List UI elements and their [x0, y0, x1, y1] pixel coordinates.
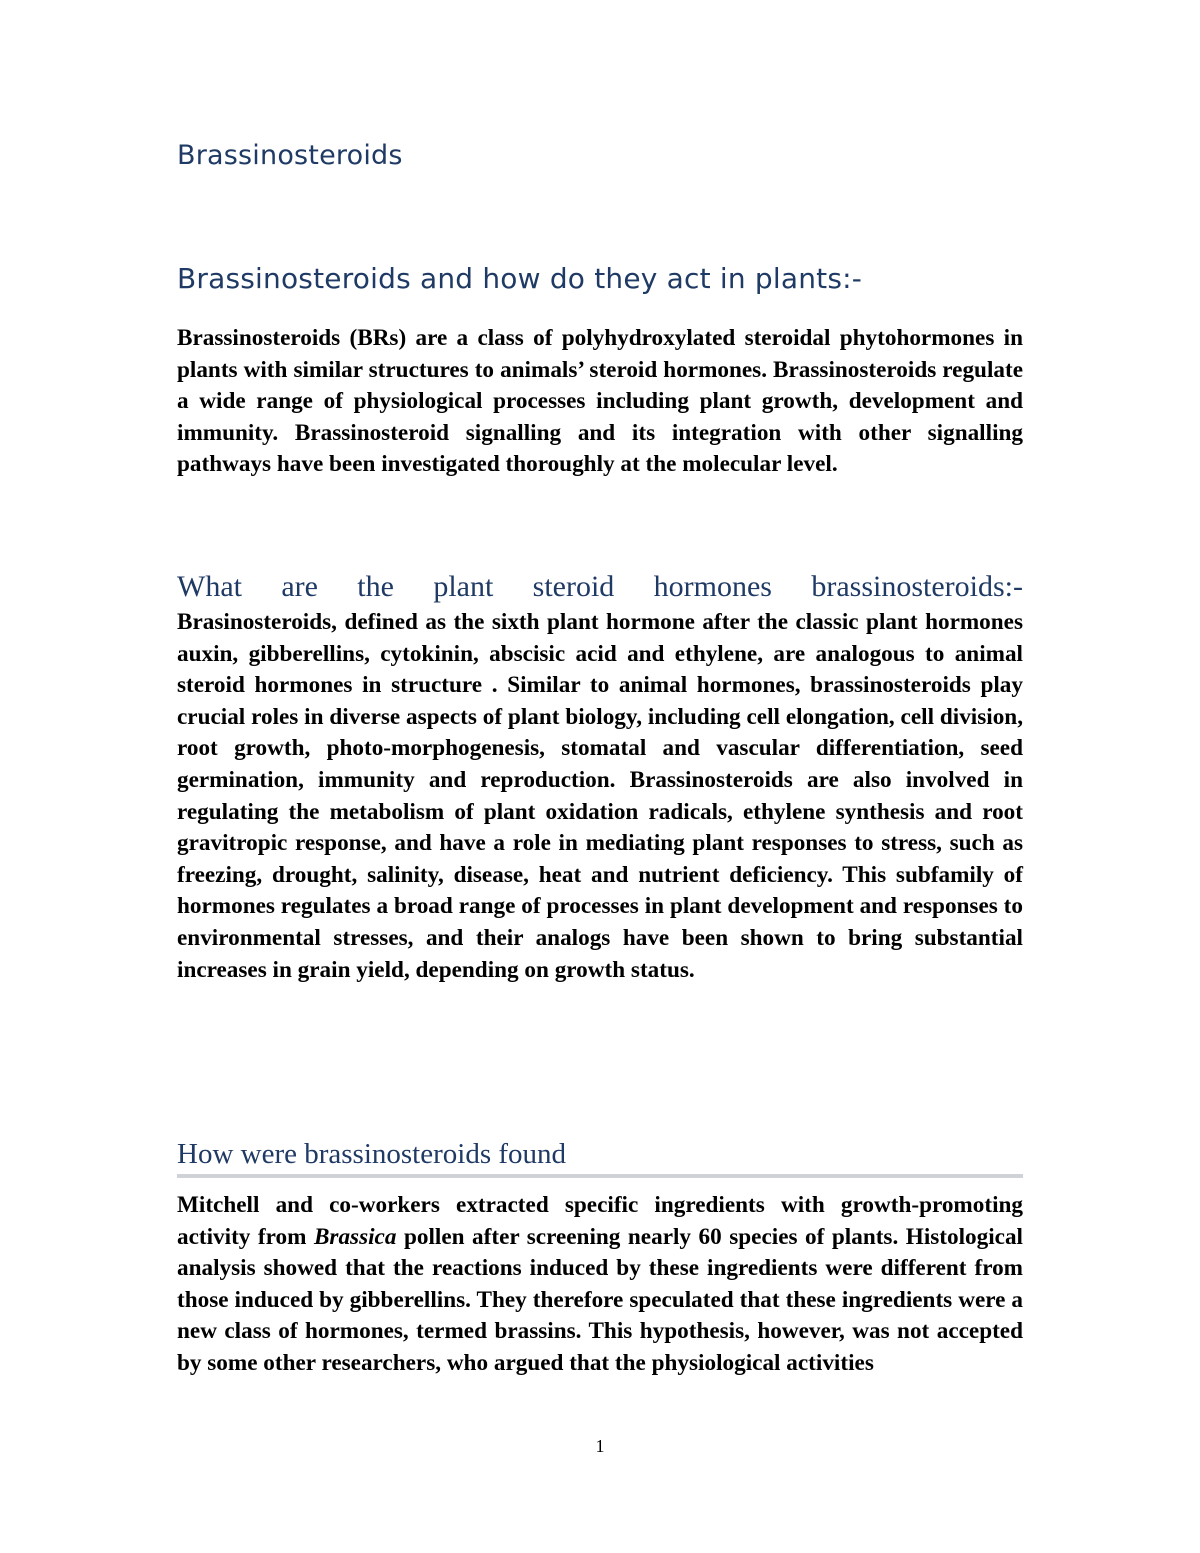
section-heading-how-act: Brassinosteroids and how do they act in plants:- — [177, 262, 863, 295]
section-paragraph-what-are: Brasinosteroids, defined as the sixth plant hormone after the classic plant hormones auxin, gibberellins, cytokinin, abscisic acid and ethylene, are analogous to animal steroid hormones in structure . Similar to animal hormones, brassinosteroids play crucial roles in diverse aspects of plant biology, including cell elongation, cell division, root growth, photo-morphogenesis, stomatal and vascular differentiation, seed germination, immunity and reproduction. Brassinosteroids are also involved in regulating the metabolism of plant oxidation radicals, ethylene synthesis and root gravitropic response, and have a role in mediating plant responses to stress, such as freezing, drought, salinity, disease, heat and nutrient deficiency. This subfamily of hormones regulates a broad range of processes in plant development and responses to environmental stresses, and their analogs have been shown to bring substantial increases in grain yield, depending on growth status. — [177, 609, 1023, 983]
document-title: Brassinosteroids — [177, 140, 403, 171]
section-paragraph-how-act: Brassinosteroids (BRs) are a class of polyhydroxylated steroidal phytohormones in plants with similar structures to animals’ steroid hormones. Brassinosteroids regulate a wide range of physiological processes including plant growth, development and immunity. Brassinosteroid signalling and its integration with other signalling pathways have been investigated thoroughly at the molecular level. — [177, 325, 1023, 478]
paragraph-italic-brassica: Brassica — [313, 1223, 397, 1250]
paragraph-text-part1: Mitchell and co-workers extracted specific ingredients with growth-promoting activity from — [177, 1192, 1023, 1250]
paragraph-text-part2: pollen after screening nearly 60 species of plants. Histological analysis showed that the reactions induced by these ingredients were different from those induced by gibberellins. They therefore speculated that these ingredients were a new class of hormones, termed brassins. This hypothesis, however, was not accepted by some other researchers, who argued that the physiological activities — [177, 1223, 1024, 1376]
section-heading-how-found: How were brassinosteroids found — [177, 1138, 1023, 1178]
section-heading-what-are: What are the plant steroid hormones brassinosteroids:- — [177, 570, 1023, 603]
section-paragraph-how-found — [177, 1190, 1023, 1380]
page-number: 1 — [595, 1436, 605, 1456]
